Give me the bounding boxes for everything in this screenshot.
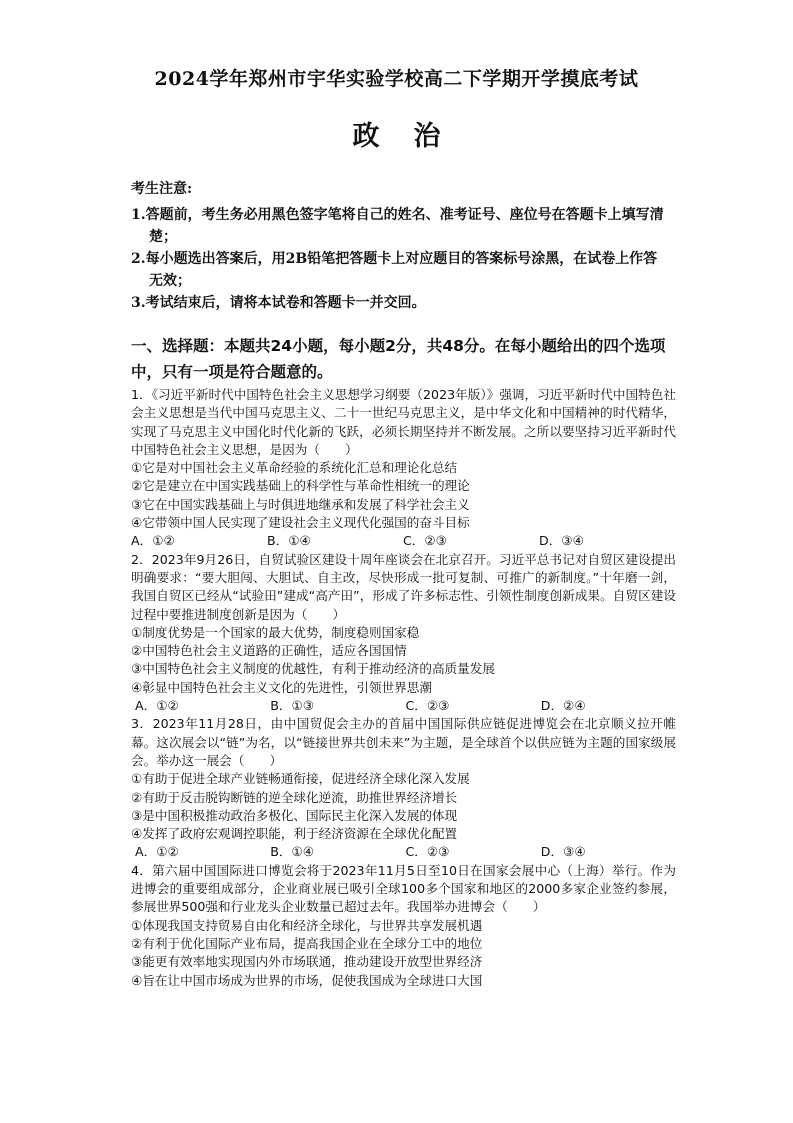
question-option: ④发挥了政府宏观调控职能，利于经济资源在全球优化配置 [131, 826, 458, 842]
question-option: ①有助于促进全球产业链畅通衔接，促进经济全球化深入发展 [131, 771, 470, 787]
question-stem: 3．2023年11月28日，由中国贸促会主办的首届中国国际供应链促进博览会在北京顺义拉开帷幕。这次展会以“链”为名，以“链接世界共创未来”为主题，是全球首个以供应链为主题的国家级展会。举办这一展会（ ） [131, 716, 676, 768]
question-option: ③它在中国实践基础上与时俱进地继承和发展了科学社会主义 [131, 496, 470, 512]
notice-item: 2.每小题选出答案后，用2B铅笔把答题卡上对应题目的答案标号涂黑，在试卷上作答无效； [131, 251, 658, 289]
question-stem: 1．《习近平新时代中国特色社会主义思想学习纲要（2023年版）》强调，习近平新时代中国特色社会主义思想是当代中国马克思主义、二十一世纪马克思主义，是中华文化和中国精神的时代精华，实现了马克思主义中国化时代化新的飞跃，必须长期坚持并不断发展。之所以要坚持习近平新时代中国特色社会主义思想，是因为（ ） [131, 387, 676, 457]
answer-choices [131, 697, 676, 715]
choice-a: A．①② [135, 698, 179, 714]
choice-b: B．①③ [270, 698, 315, 714]
choice-b: B．①④ [270, 844, 315, 860]
choice-c: C．②③ [405, 844, 450, 860]
question-option: ②有利于优化国际产业布局，提高我国企业在全球分工中的地位 [131, 935, 483, 951]
question-option: ③中国特色社会主义制度的优越性，有利于推动经济的高质量发展 [131, 661, 495, 677]
question-option: ②中国特色社会主义道路的正确性，适应各国国情 [131, 643, 407, 659]
choice-d: D．②④ [540, 698, 586, 714]
exam-notice [131, 178, 671, 314]
subject-title: 政治 [352, 121, 475, 152]
choice-b: B．①④ [267, 533, 311, 549]
question-option: ②有助于反击脱钩断链的逆全球化逆流，助推世界经济增长 [131, 789, 458, 805]
question-4 [131, 862, 676, 990]
section-heading: 一、选择题：本题共24小题，每小题2分，共48分。在每小题给出的四个选项中，只有一项是符合题意的。 [131, 337, 666, 381]
question-option: ④彰显中国特色社会主义文化的先进性，引领世界思潮 [131, 679, 432, 695]
question-list [131, 386, 676, 990]
question-option: ④旨在让中国市场成为世界的市场，促使我国成为全球进口大国 [131, 972, 483, 988]
choice-c: C．②③ [405, 698, 450, 714]
question-stem: 4．第六届中国国际进口博览会将于2023年11月5日至10日在国家会展中心（上海）举行。作为进博会的重要组成部分，企业商业展已吸引全球100多个国家和地区的2000多家企业签约参展，参展世界500强和行业龙头企业数量已超过去年。我国举办进博会（ ） [131, 862, 676, 915]
question-option: ③是中国积极推动政治多极化、国际民主化深入发展的体现 [131, 807, 458, 823]
choice-a: A．①② [131, 533, 175, 549]
answer-choices [131, 843, 676, 861]
question-option: ②它是建立在中国实践基础上的科学性与革命性相统一的理论 [131, 478, 470, 494]
notice-item: 3.考试结束后，请将本试卷和答题卡一并交回。 [131, 295, 426, 311]
question-1 [131, 386, 676, 551]
question-3 [131, 715, 676, 861]
choice-d: D．③④ [539, 533, 584, 549]
question-option: ③能更有效率地实现国内外市场联通，推动建设开放型世界经济 [131, 954, 483, 970]
question-option: ④它带领中国人民实现了建设社会主义现代化强国的奋斗目标 [131, 515, 470, 531]
notice-item: 1.答题前，考生务必用黑色签字笔将自己的姓名、准考证号、座位号在答题卡上填写清楚； [131, 207, 664, 245]
question-option: ①它是对中国社会主义革命经验的系统化汇总和理论化总结 [131, 460, 458, 476]
exam-title: 2024学年郑州市宇华实验学校高二下学期开学摸底考试 [154, 68, 639, 90]
choice-d: D．③④ [540, 844, 586, 860]
question-option: ①制度优势是一个国家的最大优势，制度稳则国家稳 [131, 624, 420, 640]
choice-c: C．②③ [403, 533, 447, 549]
choice-a: A．①② [135, 844, 179, 860]
question-2 [131, 551, 676, 716]
answer-choices [131, 532, 676, 550]
question-stem: 2．2023年9月26日，自贸试验区建设十周年座谈会在北京召开。习近平总书记对自贸区建设提出明确要求：“要大胆闯、大胆试、自主改，尽快形成一批可复制、可推广的新制度。”十年磨一剑，我国自贸区已经从“试验田”建成“高产田”，形成了许多标志性、引领性制度创新成果。自贸区建设过程中要推进制度创新是因为（ ） [131, 551, 676, 622]
question-option: ①体现我国支持贸易自由化和经济全球化，与世界共享发展机遇 [131, 917, 483, 933]
notice-heading: 考生注意: [131, 181, 193, 197]
